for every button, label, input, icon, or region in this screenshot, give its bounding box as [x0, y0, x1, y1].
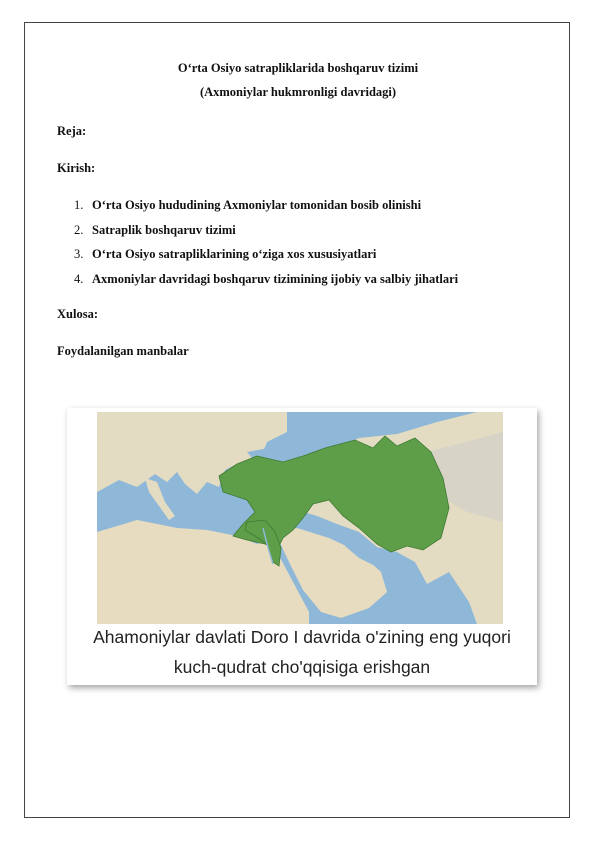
plan-item-number: 2. [74, 222, 84, 237]
plan-item [74, 223, 458, 248]
plan-item [74, 247, 458, 272]
map-caption-line1: Ahamoniylar davlati Doro I davrida o'zining eng yuqori [93, 627, 511, 647]
plan-heading: Reja: [57, 124, 87, 138]
map-figure [67, 408, 537, 685]
empire-map [97, 412, 503, 624]
plan-item-text: O‘rta Osiyo satrapliklarining o‘ziga xos xususiyatlari [92, 247, 377, 261]
plan-item-text: Satraplik boshqaruv tizimi [92, 222, 236, 237]
plan-item-number: 1. [74, 198, 84, 212]
plan-item-text: Axmoniylar davridagi boshqaruv tizimining ijobiy va salbiy jihatlari [92, 271, 459, 286]
intro-heading: Kirish: [57, 161, 96, 175]
plan-item [74, 272, 458, 297]
plan-item-number: 3. [74, 247, 84, 261]
map-caption-line2: kuch-qudrat cho'qqisiga erishgan [173, 657, 431, 677]
document-title: O‘rta Osiyo satrapliklarida boshqaruv tizimi [177, 61, 419, 75]
plan-item-number: 4. [74, 271, 84, 286]
sources-heading: Foydalanilgan manbalar [57, 344, 189, 358]
plan-list [74, 198, 458, 296]
plan-item-text: O‘rta Osiyo hududining Axmoniylar tomonidan bosib olinishi [92, 198, 422, 212]
plan-item [74, 198, 458, 223]
document-subtitle: (Axmoniylar hukmronligi davridagi) [199, 85, 397, 99]
conclusion-heading: Xulosa: [57, 307, 98, 321]
